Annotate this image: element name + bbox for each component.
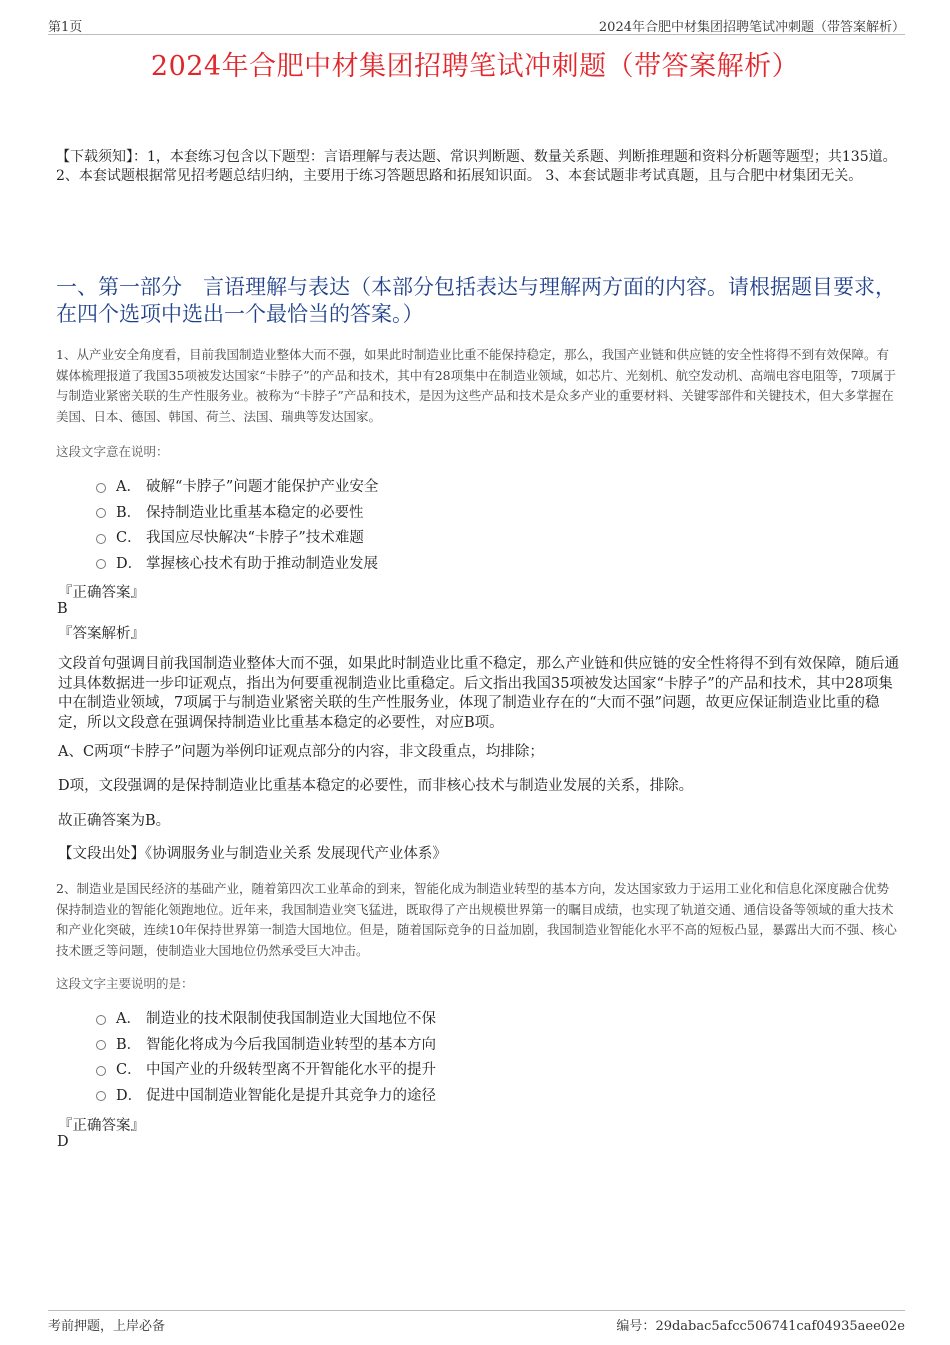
analysis-paragraph: 故正确答案为B。 xyxy=(58,813,171,829)
question-2-text: 2、制造业是国民经济的基础产业，随着第四次工业革命的到来，智能化成为制造业转型的基本方向，发达国家致力于运用工业化和信息化深度融合优势保持制造业的智能化领跑地位。近年来，我国制造业突飞猛进，既取得了产出规模世界第一的瞩目成绩，也实现了轨道交通、通信设备等领域的重大技术和产业化突破，连续10年保持世界第一制造大国地位。但是，随着国际竞争的日益加剧，我国制造业智能化水平不高的短板凸显，暴露出大而不强、核心技术匮乏等问题，使制造业大国地位仍然承受巨大冲击。 xyxy=(56,881,897,958)
option-a[interactable]: A． 制造业的技术限制使我国制造业大国地位不保 xyxy=(96,1005,436,1031)
question-1-text: 1、从产业安全角度看，目前我国制造业整体大而不强，如果此时制造业比重不能保持稳定，那么，我国产业链和供应链的安全性将得不到有效保障。有媒体梳理报道了我国35项被发达国家“卡脖子”的产品和技术，其中有28项集中在制造业领域，如芯片、光刻机、航空发动机、高端电容电阻等，7项属于与制造业紧密关联的生产性服务业。被称为“卡脖子”产品和技术，是因为这些产品和技术是众多产业的重要材料、关键零部件和关键技术，但大多掌握在美国、日本、德国、韩国、荷兰、法国、瑞典等发达国家。 xyxy=(56,347,897,424)
radio-icon[interactable] xyxy=(96,1091,106,1101)
question-1-options xyxy=(96,473,378,575)
question-2-options xyxy=(96,1005,436,1107)
question-1-prompt: 这段文字意在说明： xyxy=(56,444,169,459)
option-b[interactable]: B． 智能化将成为今后我国制造业转型的基本方向 xyxy=(96,1031,436,1057)
option-b[interactable]: B． 保持制造业比重基本稳定的必要性 xyxy=(96,499,378,525)
option-d[interactable]: D． 掌握核心技术有助于推动制造业发展 xyxy=(96,550,378,576)
question-2-prompt: 这段文字主要说明的是： xyxy=(56,976,194,991)
radio-icon[interactable] xyxy=(96,559,106,569)
option-d[interactable]: D． 促进中国制造业智能化是提升其竞争力的途径 xyxy=(96,1082,436,1108)
download-notice: 【下载须知】：1，本套练习包含以下题型：言语理解与表达题、常识判断题、数量关系题、判断推理题和资料分析题等题型；共135道。 2、本套试题根据常见招考题总结归纳，主要用于练习答题思路和拓展知识面。 3、本套试题非考试真题，且与合肥中材集团无关。 xyxy=(56,149,897,184)
analysis-label: 『答案解析』 xyxy=(58,626,145,642)
answer-value: D xyxy=(57,1134,69,1150)
answer-label: 『正确答案』 xyxy=(58,585,145,601)
document-title: 2024年合肥中材集团招聘笔试冲刺题（带答案解析） xyxy=(150,51,800,82)
page-number: 第1页 xyxy=(48,20,83,35)
radio-icon[interactable] xyxy=(96,1040,106,1050)
option-c[interactable]: C． 我国应尽快解决“卡脖子”技术难题 xyxy=(96,524,378,550)
footer-slogan: 考前押题，上岸必备 xyxy=(48,1319,166,1334)
answer-label: 『正确答案』 xyxy=(58,1118,145,1134)
radio-icon[interactable] xyxy=(96,1015,106,1025)
document-code: 编号：29dabac5afcc506741caf04935aee02e xyxy=(616,1319,905,1334)
answer-value: B xyxy=(57,601,68,617)
page-header xyxy=(48,14,905,35)
option-a[interactable]: A． 破解“卡脖子”问题才能保护产业安全 xyxy=(96,473,378,499)
section-heading: 一、第一部分 言语理解与表达（本部分包括表达与理解两方面的内容。请根据题目要求，在四个选项中选出一个最恰当的答案。） xyxy=(56,275,896,326)
radio-icon[interactable] xyxy=(96,483,106,493)
option-c[interactable]: C． 中国产业的升级转型离不开智能化水平的提升 xyxy=(96,1056,436,1082)
radio-icon[interactable] xyxy=(96,508,106,518)
page-footer xyxy=(48,1310,905,1335)
header-doc-title: 2024年合肥中材集团招聘笔试冲刺题（带答案解析） xyxy=(598,20,905,35)
analysis-paragraph: D项，文段强调的是保持制造业比重基本稳定的必要性，而非核心技术与制造业发展的关系，排除。 xyxy=(58,778,694,794)
source-reference: 【文段出处】《协调服务业与制造业关系 发展现代产业体系》 xyxy=(58,846,447,862)
analysis-paragraph: A、C两项“卡脖子”问题为举例印证观点部分的内容，非文段重点，均排除； xyxy=(58,744,544,760)
radio-icon[interactable] xyxy=(96,534,106,544)
analysis-paragraph: 文段首句强调目前我国制造业整体大而不强，如果此时制造业比重不稳定，那么产业链和供应链的安全性将得不到有效保障，随后通过具体数据进一步印证观点，指出为何要重视制造业比重稳定。后文指出我国35项被发达国家“卡脖子”的产品和技术，其中28项集中在制造业领域，7项属于与制造业紧密关联的生产性服务业，体现了制造业存在的“大而不强”问题，故更应保证制造业比重的稳定，所以文段意在强调保持制造业比重基本稳定的必要性，对应B项。 xyxy=(58,656,899,731)
radio-icon[interactable] xyxy=(96,1066,106,1076)
